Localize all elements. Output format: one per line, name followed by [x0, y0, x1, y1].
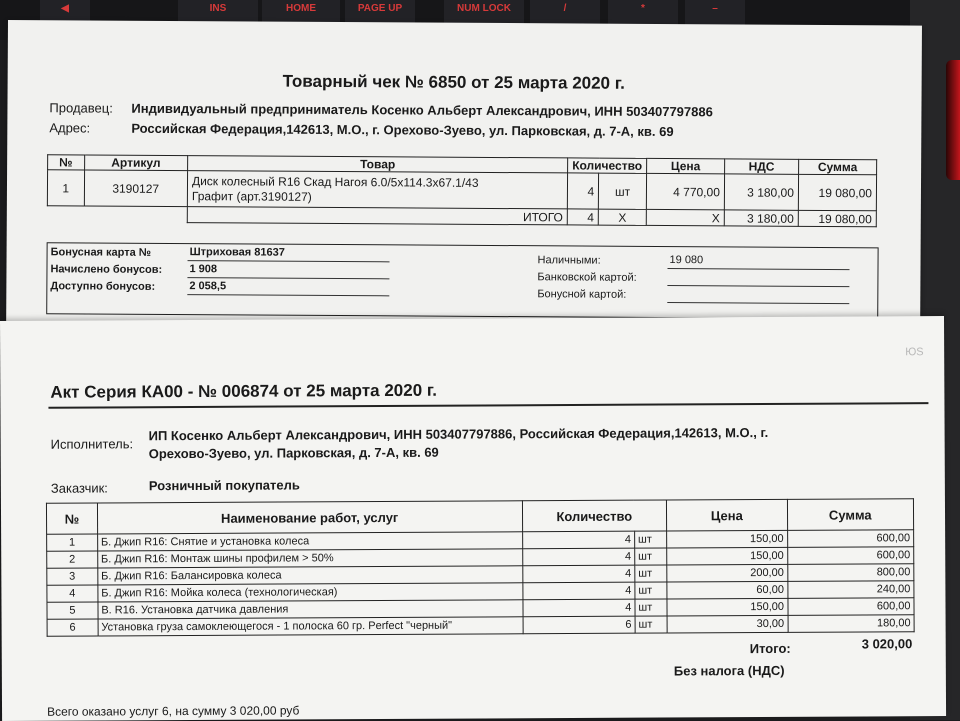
executor-line-1: ИП Косенко Альберт Александрович, ИНН 503407797886, Российская Федерация,142613, М.О., г.: [148, 424, 769, 444]
bonus-block: [46, 242, 878, 319]
row-unit: шт: [635, 616, 667, 633]
row-sum: 19 080,00: [798, 174, 876, 210]
table-row: [47, 615, 914, 637]
arrow-key: ◀: [40, 0, 90, 34]
bonus-card-label: Бонусная карта №: [50, 246, 152, 259]
sales-receipt: [6, 20, 922, 330]
col-price: Цена: [667, 499, 788, 531]
row-qty: 4: [522, 531, 634, 549]
row-service-name: Б. Джип R16: Снятие и установка колеса: [97, 532, 522, 551]
col-sum: Сумма: [787, 499, 914, 531]
total-value: 3 020,00: [861, 636, 913, 652]
row-price: 4 770,00: [646, 173, 724, 209]
col-sum: Сумма: [799, 159, 877, 174]
customer-label: Заказчик:: [50, 480, 108, 496]
row-sum: 180,00: [788, 615, 915, 633]
row-qty: 4: [522, 565, 634, 583]
bank-card-label: Банковской картой:: [537, 271, 637, 284]
service-act: [0, 316, 946, 721]
total-qty: 4: [567, 209, 598, 225]
row-service-name: Б. Джип R16: Мойка колеса (технологическая): [98, 583, 523, 602]
row-qty: 4: [522, 599, 634, 617]
total-vat: 3 180,00: [724, 210, 798, 226]
customer-value: Розничный покупатель: [148, 477, 300, 494]
services-summary: Всего оказано услуг 6, на сумму 3 020,00 руб: [47, 703, 300, 719]
services-table: [46, 498, 915, 637]
key-asterisk: *: [608, 0, 678, 34]
receipt-title: Товарный чек № 6850 от 25 марта 2020 г.: [282, 71, 625, 93]
total-x2: X: [646, 209, 724, 225]
row-unit: шт: [635, 582, 667, 599]
table-row: [47, 170, 876, 211]
bonus-accrued-label: Начислено бонусов:: [50, 263, 163, 276]
col-number: №: [48, 155, 85, 170]
address-value: Российская Федерация,142613, М.О., г. Орехово-Зуево, ул. Парковская, д. 7-А, кв. 69: [131, 120, 674, 140]
row-qty: 6: [523, 616, 635, 634]
bonus-available-value: 2 058,5: [187, 280, 389, 296]
row-price: 150,00: [667, 598, 788, 616]
row-unit: шт: [634, 531, 666, 548]
row-price: 60,00: [667, 581, 788, 599]
row-service-name: Б. Джип R16: Монтаж шины профилем > 50%: [97, 549, 522, 568]
row-price: 30,00: [667, 615, 788, 633]
row-price: 150,00: [667, 530, 788, 548]
bonus-pay-label: Бонусной картой:: [537, 288, 627, 301]
row-qty: 4: [522, 548, 634, 566]
cash-label: Наличными:: [537, 254, 601, 267]
row-number: 6: [47, 619, 98, 636]
row-unit: шт: [635, 548, 667, 565]
total-x1: X: [598, 209, 646, 225]
row-product: [187, 171, 567, 209]
product-line-2: Графит (арт.3190127): [191, 188, 312, 204]
row-number: 1: [47, 534, 98, 551]
executor-line-2: Орехово-Зуево, ул. Парковская, д. 7-А, кв. 69: [148, 444, 439, 462]
act-title: Акт Серия КА00 - № 006874 от 25 марта 2020 г.: [50, 380, 438, 402]
row-service-name: В. R16. Установка датчика давления: [98, 600, 523, 619]
bank-card-line: [667, 271, 849, 287]
bonus-accrued-value: 1 908: [187, 263, 389, 279]
key-minus: –: [685, 0, 745, 34]
col-quantity: Количество: [568, 158, 647, 173]
col-vat: НДС: [725, 159, 799, 174]
row-number: 5: [47, 602, 98, 619]
row-number: 4: [47, 585, 98, 602]
row-sum: 600,00: [787, 547, 914, 565]
row-qty: 4: [522, 582, 634, 600]
row-number: 2: [47, 551, 98, 568]
row-price: 150,00: [667, 547, 788, 565]
key-home: HOME: [262, 0, 340, 34]
key-ins: INS: [178, 0, 258, 34]
seller-value: Индивидуальный предприниматель Косенко Альберт Александрович, ИНН 503407797886: [131, 100, 713, 120]
seller-label: Продавец:: [49, 100, 113, 116]
col-price: Цена: [647, 158, 725, 173]
red-light-strip: [946, 60, 960, 180]
col-service-name: Наименование работ, услуг: [97, 501, 522, 534]
col-product: Товар: [188, 156, 568, 173]
cash-value: 19 080: [667, 254, 849, 270]
no-vat-note: Без налога (НДС): [673, 662, 785, 679]
row-price: 200,00: [667, 564, 788, 582]
total-label: ИТОГО: [187, 207, 567, 225]
row-number: 3: [47, 568, 98, 585]
row-unit: шт: [635, 599, 667, 616]
executor-label: Исполнитель:: [50, 436, 134, 452]
col-number: №: [46, 503, 97, 534]
receipt-table: [47, 154, 877, 227]
key-slash: /: [530, 0, 600, 34]
address-label: Адрес:: [49, 120, 91, 136]
bonus-card-value: Штриховая 81637: [188, 246, 390, 262]
row-unit: шт: [599, 173, 647, 209]
row-service-name: Б. Джип R16: Балансировка колеса: [98, 566, 523, 585]
bonus-pay-line: [667, 288, 849, 304]
row-number: 1: [47, 170, 84, 206]
key-page-up: PAGE UP: [345, 0, 415, 34]
row-article: 3190127: [84, 170, 188, 207]
product-line-1: Диск колесный R16 Скад Нагоя 6.0/5x114.3x67.1/43: [191, 173, 479, 190]
col-article: Артикул: [84, 155, 188, 171]
row-service-name: Установка груза самоклеющегося - 1 полоска 60 гр. Perfect "черный": [98, 617, 523, 636]
key-num-lock: NUM LOCK: [444, 0, 524, 34]
row-unit: шт: [635, 565, 667, 582]
total-sum: 19 080,00: [798, 210, 876, 226]
bonus-available-label: Доступно бонусов:: [50, 280, 156, 293]
title-divider: [48, 402, 928, 409]
total-label: Итого:: [749, 640, 791, 657]
row-sum: 600,00: [787, 530, 914, 548]
show-through-text: ЮS: [905, 346, 924, 359]
col-quantity: Количество: [522, 500, 667, 532]
row-vat: 3 180,00: [724, 174, 798, 210]
row-sum: 800,00: [787, 564, 914, 582]
row-qty: 4: [567, 173, 598, 209]
row-sum: 600,00: [787, 598, 914, 616]
row-sum: 240,00: [787, 581, 914, 599]
